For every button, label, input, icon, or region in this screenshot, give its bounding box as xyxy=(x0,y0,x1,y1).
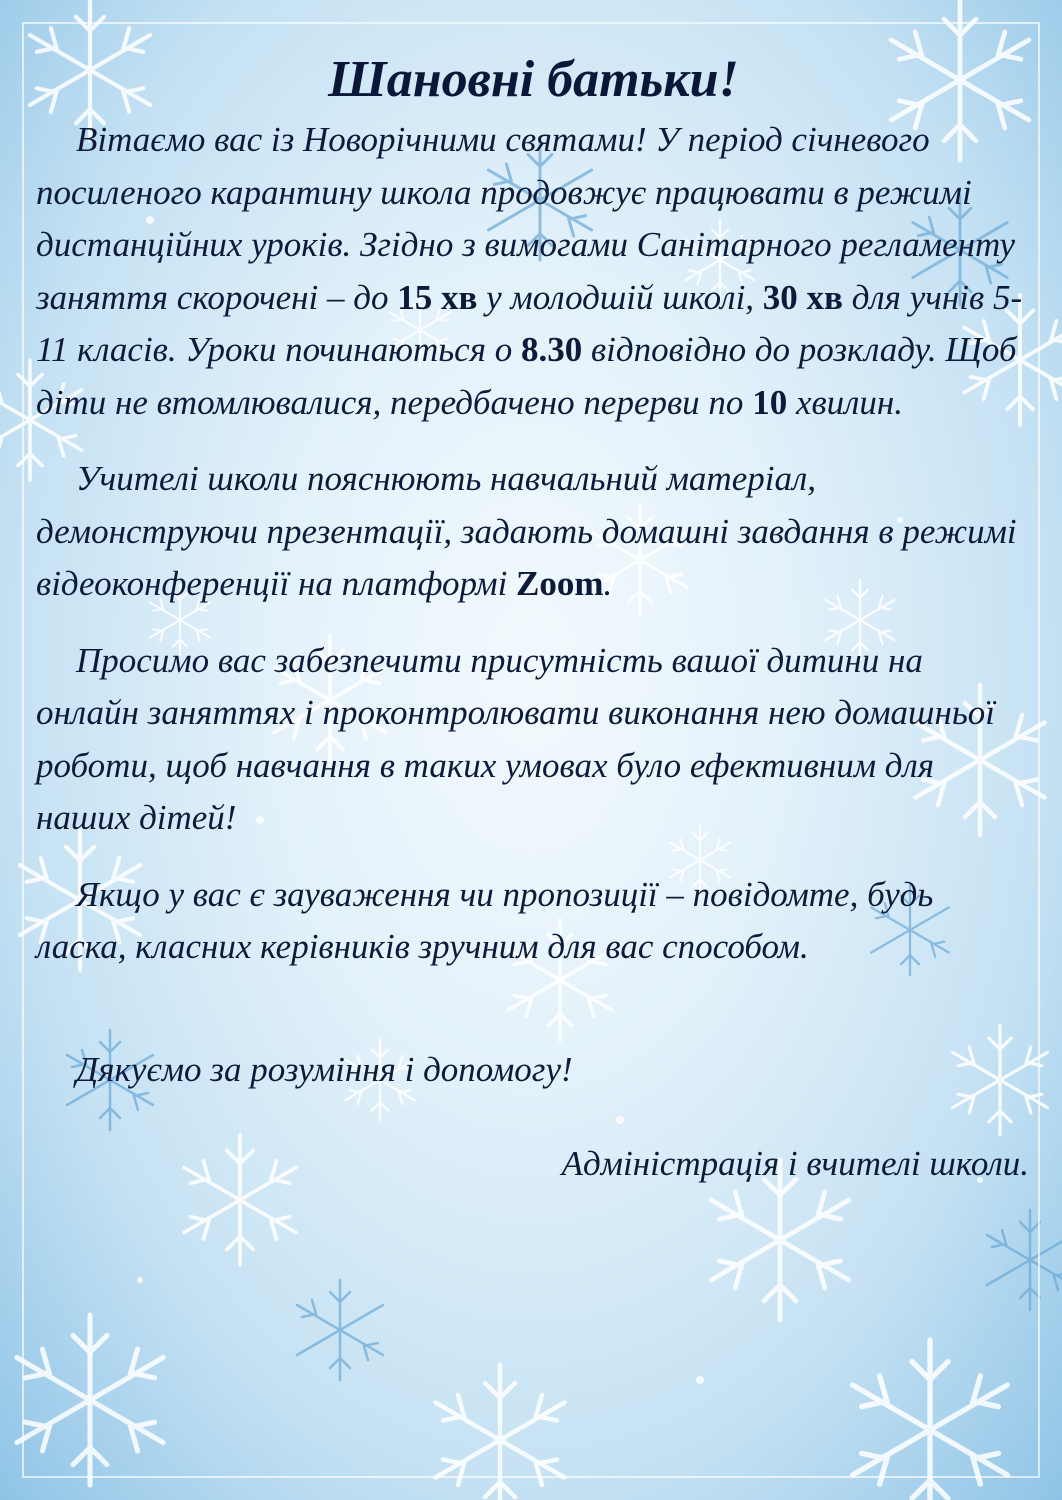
text-segment: хвилин. xyxy=(787,382,904,422)
paragraph-schedule xyxy=(36,114,1031,429)
text-segment: відповідно до розкладу. Щоб діти не втомлювалися, передбачено перерви по xyxy=(36,330,1017,422)
text-segment: Вітаємо вас із Новорічними святами! У період січневого посиленого карантину школа продовжує працювати в режимі дистанційних уроків. Згідно з вимогами Санітарного регламенту заняття скорочені – до xyxy=(36,120,1015,317)
bold-duration-senior: 30 хв xyxy=(762,277,843,317)
paragraph-feedback: Якщо у вас є зауваження чи пропозиції – повідомте, будь ласка, класних керівників зручним для вас способом. xyxy=(36,874,934,966)
bold-platform-name: Zoom xyxy=(516,564,604,603)
bold-break-minutes: 10 xyxy=(752,382,788,422)
letter-content xyxy=(36,48,1031,1190)
thanks-line: Дякуємо за розуміння і допомогу! xyxy=(76,1049,573,1089)
bold-start-time: 8.30 xyxy=(520,330,583,369)
text-segment: . xyxy=(603,564,613,603)
signature: Адміністрація і вчителі школи. xyxy=(561,1143,1029,1183)
text-segment: для учнів 5-11 класів. Уроки починаються о xyxy=(36,277,1023,369)
letter-title: Шановні батьки! xyxy=(328,51,739,108)
text-segment: у молодшій школі, xyxy=(477,277,763,317)
paragraph-request: Просимо вас забезпечити присутність вашої дитини на онлайн заняттях і проконтролювати виконання нею домашньої роботи, щоб навчання в таких умовах було ефективним для наших дітей! xyxy=(36,640,995,837)
bold-duration-junior: 15 хв xyxy=(397,277,478,317)
paragraph-teachers xyxy=(36,453,1031,611)
text-segment: Учителі школи пояснюють навчальний матеріал, демонструючи презентації, задають домашні завдання в режимі відеоконференції на платформі xyxy=(36,459,1017,603)
